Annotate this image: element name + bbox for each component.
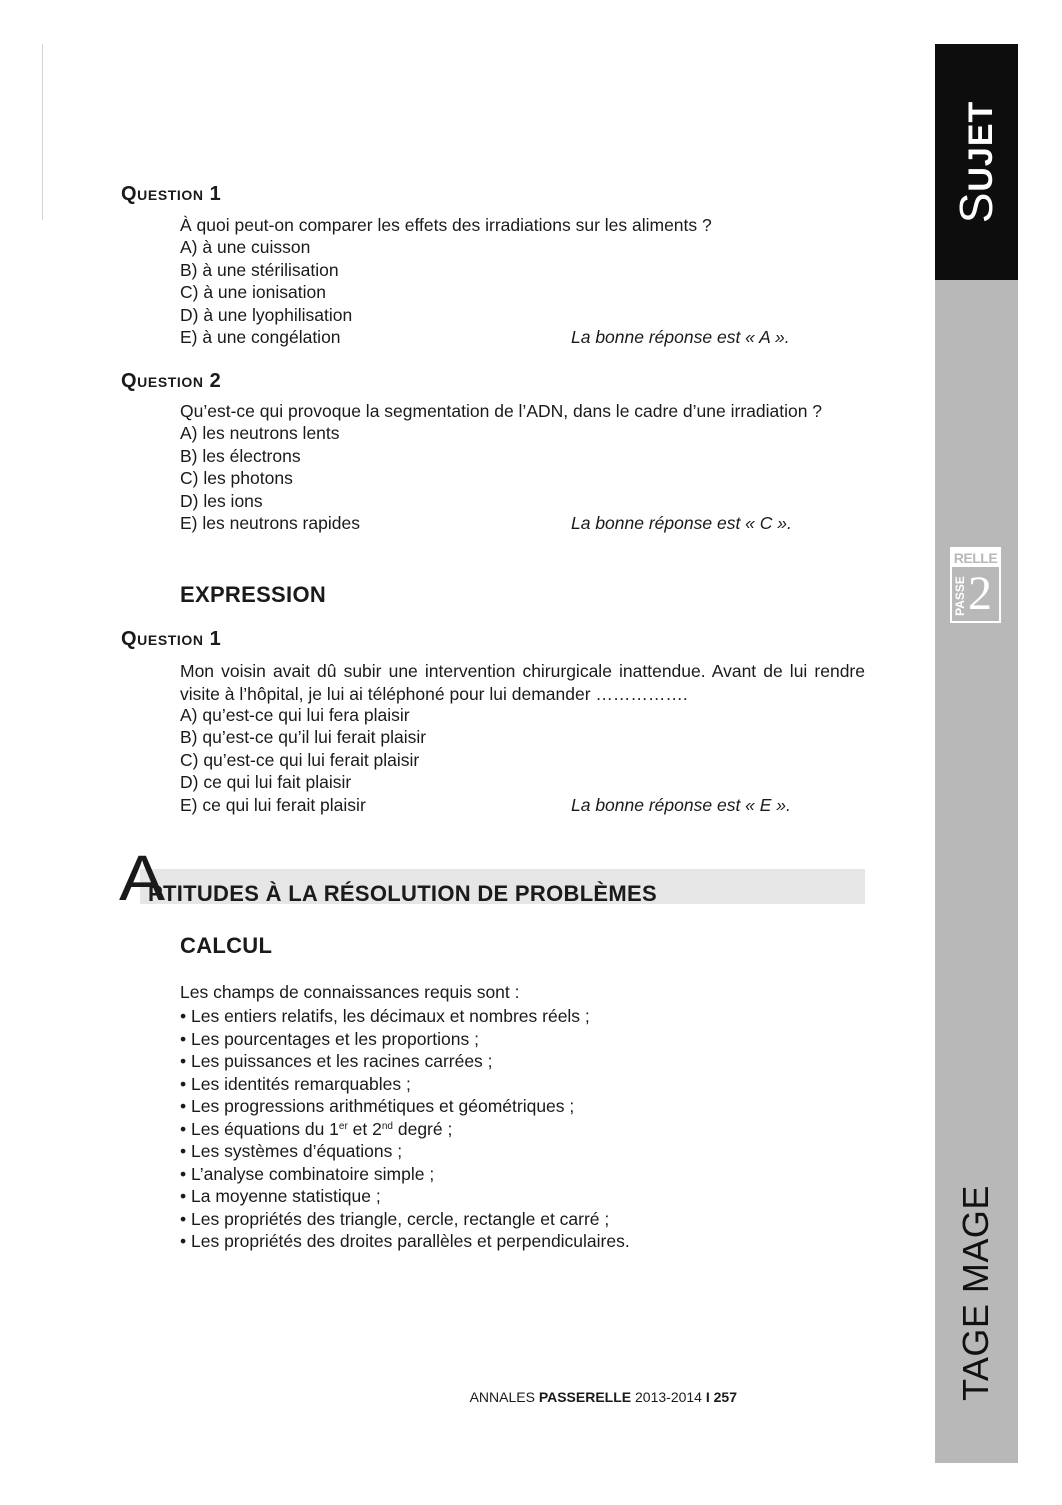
option-c: C) à une ionisation [180, 282, 326, 302]
list-item: • Les propriétés des triangle, cercle, rectangle et carré ; [180, 1208, 630, 1231]
list-item: • Les progressions arithmétiques et géométriques ; [180, 1095, 630, 1118]
answer-note: La bonne réponse est « A ». [571, 327, 790, 347]
list-item: • Les puissances et les racines carrées ; [180, 1050, 630, 1073]
sidebar-tage-mage-label: TAGE MAGE [955, 1185, 996, 1401]
list-item: • Les entiers relatifs, les décimaux et nombres réels ; [180, 1005, 630, 1028]
page-footer: ANNALES PASSERELLE 2013-2014 I 257 [469, 1389, 737, 1405]
list-item: • La moyenne statistique ; [180, 1185, 630, 1208]
passerelle-2-logo [950, 547, 1001, 623]
question-heading: QUESTION 1 [121, 628, 222, 650]
option-c: C) qu’est-ce qui lui ferait plaisir [180, 750, 420, 770]
question-heading: QUESTION 1 [121, 183, 222, 205]
option-b: B) les électrons [180, 446, 301, 466]
option-e: E) à une congélation [180, 327, 341, 347]
answer-note: La bonne réponse est « E ». [571, 795, 791, 815]
section-initial-letter: A [119, 842, 166, 914]
option-a: A) à une cuisson [180, 237, 311, 257]
expression-heading: EXPRESSION [180, 582, 327, 607]
logo-side-text: PASSE [953, 576, 967, 616]
calcul-intro: Les champs de connaissances requis sont : [180, 982, 520, 1002]
option-d: D) ce qui lui fait plaisir [180, 772, 352, 792]
option-d: D) à une lyophilisation [180, 305, 353, 325]
logo-top-text: RELLE [953, 550, 998, 566]
option-c: C) les photons [180, 468, 293, 488]
option-a: A) les neutrons lents [180, 423, 340, 443]
option-b: B) à une stérilisation [180, 260, 339, 280]
option-e: E) les neutrons rapides [180, 513, 360, 533]
list-item-degree: • Les équations du 1er et 2nd degré ; [180, 1118, 630, 1141]
question-prompt: À quoi peut-on comparer les effets des irradiations sur les aliments ? [180, 215, 712, 235]
list-item: • L’analyse combinatoire simple ; [180, 1163, 630, 1186]
question-prompt: Mon voisin avait dû subir une intervention chirurgicale inattendue. Avant de lui rendre visite à l’hôpital, je lui ai téléphoné pour lui demander ……………. [180, 661, 865, 704]
option-d: D) les ions [180, 491, 263, 511]
list-item: • Les identités remarquables ; [180, 1073, 630, 1096]
logo-number: 2 [968, 567, 992, 620]
option-a: A) qu’est-ce qui lui fera plaisir [180, 705, 410, 725]
list-item: • Les propriétés des droites parallèles et perpendiculaires. [180, 1230, 630, 1253]
list-item: • Les pourcentages et les proportions ; [180, 1028, 630, 1051]
list-item: • Les systèmes d’équations ; [180, 1140, 630, 1163]
option-e: E) ce qui lui ferait plaisir [180, 795, 366, 815]
section-title: PTITUDES À LA RÉSOLUTION DE PROBLÈMES [148, 881, 657, 906]
question-heading: QUESTION 2 [121, 370, 222, 392]
calcul-heading: CALCUL [180, 933, 273, 958]
option-b: B) qu’est-ce qu’il lui ferait plaisir [180, 727, 427, 747]
knowledge-list [180, 1005, 630, 1253]
question-prompt: Qu’est-ce qui provoque la segmentation de l’ADN, dans le cadre d’une irradiation ? [180, 401, 823, 421]
answer-note: La bonne réponse est « C ». [571, 513, 792, 533]
sidebar-sujet-label: SUJET [950, 100, 1002, 224]
